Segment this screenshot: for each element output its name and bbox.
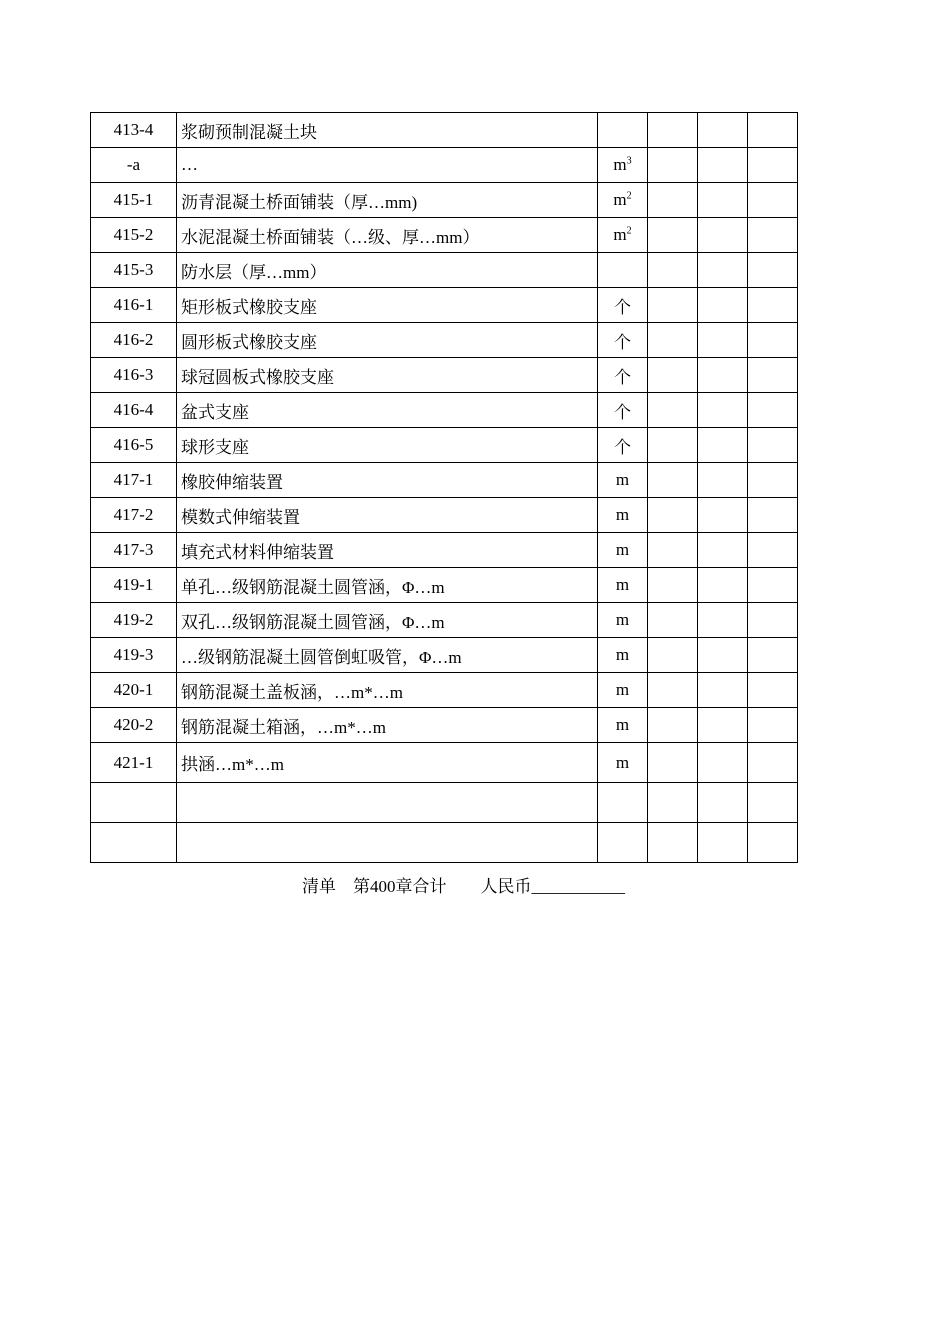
blank-cell (648, 253, 698, 288)
item-code-cell: 416-2 (91, 323, 177, 358)
table-row (91, 428, 798, 463)
blank-cell (698, 113, 748, 148)
bill-of-quantities-table (90, 112, 798, 863)
item-code-cell: 416-5 (91, 428, 177, 463)
unit-text: m (613, 225, 627, 244)
table-row (91, 498, 798, 533)
unit-cell (598, 533, 648, 568)
blank-cell (748, 638, 798, 673)
item-name-cell: …级钢筋混凝土圆管倒虹吸管，Φ…m (177, 638, 598, 673)
blank-cell (91, 783, 177, 823)
item-code-cell: 419-3 (91, 638, 177, 673)
unit-cell (598, 148, 648, 183)
blank-cell (748, 603, 798, 638)
blank-cell (698, 823, 748, 863)
empty-row (91, 783, 798, 823)
blank-cell (648, 783, 698, 823)
blank-cell (698, 148, 748, 183)
blank-cell (648, 358, 698, 393)
blank-cell (698, 568, 748, 603)
chapter-total-footer: 清单 第400章合计 人民币___________ (302, 877, 625, 896)
table-row (91, 708, 798, 743)
item-name-cell: 球冠圆板式橡胶支座 (177, 358, 598, 393)
unit-text: 个 (614, 437, 631, 457)
blank-cell (648, 533, 698, 568)
unit-text: m (613, 190, 627, 209)
table-body (91, 113, 798, 863)
item-code-cell: 416-4 (91, 393, 177, 428)
blank-cell (748, 533, 798, 568)
item-name-cell: 拱涵…m*…m (177, 743, 598, 783)
item-code-cell: -a (91, 148, 177, 183)
item-code-cell: 413-4 (91, 113, 177, 148)
unit-cell (598, 603, 648, 638)
item-name-cell: 圆形板式橡胶支座 (177, 323, 598, 358)
unit-text: m (615, 540, 630, 559)
blank-cell (648, 323, 698, 358)
item-name-cell: 球形支座 (177, 428, 598, 463)
unit-cell (598, 743, 648, 783)
table-row (91, 288, 798, 323)
unit-text: m (613, 155, 627, 174)
blank-cell (177, 823, 598, 863)
blank-cell (748, 393, 798, 428)
blank-cell (748, 218, 798, 253)
unit-cell (598, 253, 648, 288)
blank-cell (648, 673, 698, 708)
blank-cell (648, 823, 698, 863)
blank-cell (648, 638, 698, 673)
blank-cell (698, 393, 748, 428)
table-row (91, 673, 798, 708)
unit-exponent: 2 (626, 225, 632, 237)
unit-exponent: 2 (626, 190, 632, 202)
unit-cell (598, 428, 648, 463)
blank-cell (748, 288, 798, 323)
blank-cell (748, 148, 798, 183)
table-row (91, 393, 798, 428)
blank-cell (748, 358, 798, 393)
blank-cell (648, 568, 698, 603)
table-row (91, 743, 798, 783)
blank-cell (91, 823, 177, 863)
blank-cell (698, 253, 748, 288)
unit-cell (598, 463, 648, 498)
blank-cell (748, 253, 798, 288)
blank-cell (748, 463, 798, 498)
unit-cell (598, 288, 648, 323)
blank-cell (748, 568, 798, 603)
blank-cell (748, 743, 798, 783)
table-row (91, 148, 798, 183)
blank-cell (698, 743, 748, 783)
item-name-cell: 浆砌预制混凝土块 (177, 113, 598, 148)
item-name-cell: 盆式支座 (177, 393, 598, 428)
unit-text: 个 (614, 367, 631, 387)
blank-cell (648, 393, 698, 428)
blank-cell (748, 323, 798, 358)
unit-cell (598, 358, 648, 393)
unit-cell (598, 183, 648, 218)
blank-cell (698, 603, 748, 638)
unit-text: m (615, 715, 630, 734)
table-row (91, 113, 798, 148)
item-code-cell: 421-1 (91, 743, 177, 783)
unit-cell (598, 393, 648, 428)
unit-cell (598, 708, 648, 743)
table-row (91, 463, 798, 498)
table-row (91, 568, 798, 603)
blank-cell (648, 148, 698, 183)
blank-cell (598, 823, 648, 863)
item-name-cell: 防水层（厚…mm） (177, 253, 598, 288)
blank-cell (177, 783, 598, 823)
unit-cell (598, 113, 648, 148)
blank-cell (748, 823, 798, 863)
item-code-cell: 417-1 (91, 463, 177, 498)
unit-cell (598, 323, 648, 358)
item-name-cell: 单孔…级钢筋混凝土圆管涵，Φ…m (177, 568, 598, 603)
item-code-cell: 417-3 (91, 533, 177, 568)
blank-cell (698, 323, 748, 358)
item-code-cell: 419-1 (91, 568, 177, 603)
blank-cell (648, 183, 698, 218)
blank-cell (748, 498, 798, 533)
blank-cell (748, 428, 798, 463)
blank-cell (648, 743, 698, 783)
item-name-cell: 模数式伸缩装置 (177, 498, 598, 533)
item-name-cell: 水泥混凝土桥面铺装（…级、厚…mm） (177, 218, 598, 253)
blank-cell (698, 533, 748, 568)
unit-text: m (615, 610, 630, 629)
unit-exponent: 3 (626, 155, 632, 167)
unit-cell (598, 218, 648, 253)
blank-cell (698, 428, 748, 463)
item-code-cell: 420-2 (91, 708, 177, 743)
table-row (91, 533, 798, 568)
unit-text: m (615, 752, 630, 772)
blank-cell (698, 708, 748, 743)
unit-text: m (615, 680, 630, 699)
blank-cell (648, 218, 698, 253)
item-code-cell: 416-3 (91, 358, 177, 393)
blank-cell (748, 708, 798, 743)
item-name-cell: … (177, 148, 598, 183)
blank-cell (748, 113, 798, 148)
blank-cell (698, 673, 748, 708)
blank-cell (748, 183, 798, 218)
item-name-cell: 双孔…级钢筋混凝土圆管涵，Φ…m (177, 603, 598, 638)
item-code-cell: 417-2 (91, 498, 177, 533)
blank-cell (648, 463, 698, 498)
blank-cell (748, 673, 798, 708)
item-code-cell: 415-3 (91, 253, 177, 288)
table-row (91, 358, 798, 393)
blank-cell (698, 783, 748, 823)
blank-cell (598, 783, 648, 823)
empty-row (91, 823, 798, 863)
table-row (91, 218, 798, 253)
item-name-cell: 橡胶伸缩装置 (177, 463, 598, 498)
item-name-cell: 矩形板式橡胶支座 (177, 288, 598, 323)
table-row (91, 253, 798, 288)
table-row (91, 603, 798, 638)
blank-cell (648, 428, 698, 463)
item-code-cell: 415-1 (91, 183, 177, 218)
item-code-cell: 419-2 (91, 603, 177, 638)
unit-text: m (615, 470, 630, 489)
blank-cell (748, 783, 798, 823)
item-code-cell: 416-1 (91, 288, 177, 323)
blank-cell (648, 113, 698, 148)
unit-cell (598, 498, 648, 533)
item-code-cell: 420-1 (91, 673, 177, 708)
table-row (91, 638, 798, 673)
item-code-cell: 415-2 (91, 218, 177, 253)
unit-text: m (615, 575, 630, 594)
unit-text: 个 (614, 402, 631, 422)
blank-cell (648, 498, 698, 533)
blank-cell (648, 288, 698, 323)
item-name-cell: 填充式材料伸缩装置 (177, 533, 598, 568)
item-name-cell: 沥青混凝土桥面铺装（厚…mm) (177, 183, 598, 218)
blank-cell (698, 463, 748, 498)
unit-text: 个 (614, 332, 631, 352)
blank-cell (698, 638, 748, 673)
table-row (91, 183, 798, 218)
unit-cell (598, 638, 648, 673)
unit-text: m (615, 505, 630, 524)
blank-cell (698, 288, 748, 323)
unit-cell (598, 673, 648, 708)
blank-cell (648, 603, 698, 638)
blank-cell (648, 708, 698, 743)
unit-cell (598, 568, 648, 603)
unit-text: m (615, 645, 630, 664)
blank-cell (698, 183, 748, 218)
blank-cell (698, 218, 748, 253)
table-row (91, 323, 798, 358)
item-name-cell: 钢筋混凝土盖板涵，…m*…m (177, 673, 598, 708)
blank-cell (698, 358, 748, 393)
item-name-cell: 钢筋混凝土箱涵，…m*…m (177, 708, 598, 743)
blank-cell (698, 498, 748, 533)
unit-text: 个 (614, 297, 631, 317)
